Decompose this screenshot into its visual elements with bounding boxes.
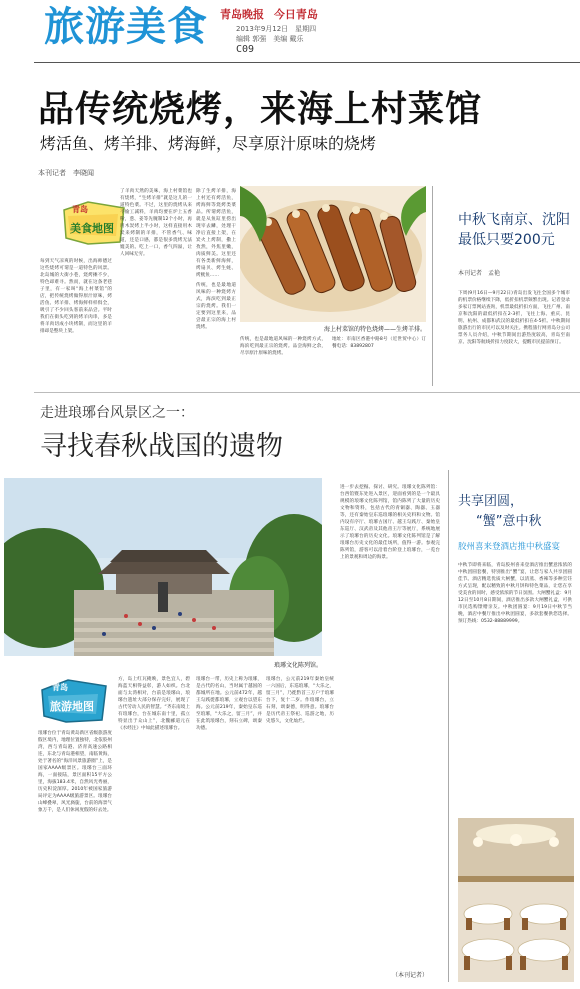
travel-map-badge-top: 青岛	[52, 683, 68, 692]
langya-museum-image	[4, 478, 322, 656]
mid-kicker: 走进琅琊台风景区之一：	[40, 405, 194, 421]
column-divider	[432, 186, 433, 386]
temple-photo-caption: 琅琊文化陈列馆。	[273, 662, 322, 669]
grilled-lamb-ribs-image	[240, 186, 426, 322]
side1-byline: 本刊记者 孟艳	[458, 270, 501, 277]
issue-meta	[236, 24, 316, 44]
side2-headline	[458, 492, 541, 532]
page-number: C09	[236, 44, 255, 55]
lead-col-3b: 传统，也是最地道风味的一种烧烤方式，海滨吃到最正宗的烧烤。我们一定要到这里来，品尝最正宗的海上村烧烤。	[196, 283, 236, 330]
newspaper-brand	[220, 6, 318, 22]
section-divider	[34, 392, 580, 393]
side1-headline	[458, 210, 570, 250]
column-divider-2	[448, 470, 449, 982]
mid-col-2: 方，岛上红瓦掩映，景色宜人，碧海蓝天相得益彰，游人如织。台北面与太湾相对，台前是琅琊山，琅琊台遗址大部分保存完好，展现了古代劳动人民的智慧。“齐东南境上有琅琊台，台在城东南十里，孤立特显出于众山上”，北魏郦道元在《水经注》中如此描述琅琊台。	[118, 677, 190, 731]
food-map-badge-bottom: 美食地图	[70, 222, 114, 235]
lead-col-3: 除了生烤羊排，海上村还有烤活鱼，烤海鲜等烧烤类菜品。所谓烤活鱼，就是从鱼缸里捞出现宰去鳞，处理干净后直接上架，在炭火上烤制，撒上孜然，外焦里嫩，肉质鲜美。这里还有各类新鲜海鲜，烤扇贝、烤生蚝、烤鱿鱼……	[196, 189, 236, 278]
restaurant-photo	[458, 818, 574, 982]
side1-headline-line1: 中秋飞南京、沈阳	[458, 212, 570, 228]
issue-date: 2013年9月12日 星期四	[236, 25, 317, 33]
temple-photo	[4, 478, 322, 656]
food-photo-caption: 海上村菜馆的特色烧烤——生烤羊排。	[323, 326, 426, 333]
mid-col-4: 琅琊台，公元前219年秦始皇统一六国后，东巡琅琊，“大乐之，留三月”，乃徙黔首三万户于琅琊台下，复十二岁。作琅琊台，立石刻，颂秦德，明得意。琅琊台是历代帝王祭祀、巡游之地，历史悠久，文化灿烂。	[266, 677, 334, 724]
section-title: 旅游美食	[44, 4, 208, 50]
side1-headline-line2: 最低只要200元	[458, 232, 555, 248]
side1-body: 下周(9月16日—9月22日)青岛出发飞往全国多个城市的机票价格继续下降，低折扣机票频繁出现。记者登录多家订票网站查询，机票最低折扣方面，飞往广州、南京和沈阳的最低折扣在2-3折，飞往上海、重庆、昆明、杭州、成都和武汉的最低折扣在4-5折。中秋期间旅游出行的市民可以及时关注。携程旅行网青岛分公司票务人员介绍，中秋节期间出游热度较高，青岛至南京、沈阳等航线折扣力度较大，提醒市民提前预订。	[458, 291, 570, 345]
food-map-badge-top: 青岛	[72, 205, 88, 214]
side2-subhead: 胶州喜来登酒店推中秋盛宴	[458, 542, 561, 552]
lead-subhead: 烤活鱼、烤羊排、烤海鲜，尽享原汁原味的烧烤	[40, 134, 377, 153]
lead-headline: 品传统烧烤，来海上村菜馆	[38, 88, 483, 130]
side2-headline-line1: 共享团圆，	[458, 494, 524, 509]
brand-sub: 今日青岛	[273, 8, 318, 21]
mid-col-3: 琅琊台一带，历史上称为琅琊，是古代的名山，当时属于越国的都城所在地。公元前472年，越王勾践徙都琅琊，立观台以望东海。公元前219年，秦始皇东巡至琅琊，“大乐之，留三月”，并在此筑琅琊台，刻石立碑，颂秦功德。	[196, 677, 262, 731]
lead-col-2: 了羊肉天然的美味，海上村菜馆也有烧烤，“生烤羊排”就是这儿的一道特色菜。不过，这里的烧烤从来不偷工减料，羊肉均要在炉上五香粉，葱、姜等先腌制12个小时，再用木炭烤上半小时，这样直接用木炭来烤制的羊排，不管香气、味道，还是口感，都是很多烧烤无法媲美的。吃上一口，香气四溢，让人回味无穷。	[120, 189, 192, 257]
side2-headline-line2: “蟹”意中秋	[476, 514, 542, 529]
side2-body: 中秋节即将来临，青岛胶州喜来登酒店推出蟹意浓浓的中秋团圆套餐，特别推出“蟹”宴，让您与家人共享团圆佳节。酒店精选优质大闸蟹，以清蒸、香辣等多种烹饪方式呈现，配以精致的中秋月饼和特色菜品，让您在享受美食的同时，感受浓浓的节日氛围。大闸蟹礼盒：9月12日至10月8日期间，酒店推出多款大闸蟹礼盒，可供市民选购馈赠亲友。中秋团圆宴：9月19日中秋节当晚，酒店中餐厅推出中秋团圆宴，多款套餐供您选择。预订热线：0532-88889999。	[458, 563, 572, 624]
brand-name: 青岛晚报	[220, 8, 264, 21]
issue-editors: 编辑 郭强 美编 戴乐	[236, 35, 304, 43]
banquet-hall-image	[458, 818, 574, 982]
mid-signoff: （本刊记者）	[392, 972, 429, 979]
lead-byline: 本刊记者 李晓闻	[38, 169, 94, 177]
masthead-divider	[34, 62, 580, 63]
food-photo	[240, 186, 426, 322]
mid-col-1: 琅琊台位于青岛黄岛新区省级旅游度假区境内，地理位置独特，北依胶州湾，西与青岛港、济青高速公路相连，东北与青岛港相望，南临黄海，处于著名的“海洋风景旅游圈”上，是国家AAAA级景区。琅琊台三面环海，一面接陆，景区面积15平方公里，海拔183.4米，自然风光秀丽，历史积淀深厚。2010年被国家旅游局评定为AAAA级旅游景区。琅琊台山峰叠翠，风光旖旎，台前的海景气象万千，是人们休闲度假的好去处。	[38, 731, 112, 813]
mid-right-col: 进一步去挖掘、探讨、研究。琅琊文化陈列馆：台西馆暨东处进入景区，迎面看到的是一个最具规模的琅琊文化陈列馆，馆内陈列了大量的历史文物和资料，包括古代的青铜器、陶器、玉器等，还有秦始皇东巡琅琊的相关史料和文物。馆内设有序厅、琅琊古国厅、越王勾践厅、秦始皇东巡厅、汉武帝及其他帝王厅等展厅，系统地展示了琅琊台的历史文化。琅琊文化陈列馆是了解琅琊台历史文化的最佳场所，值得一游。参观完陈列馆，游客可以沿着台阶登上琅琊台，一览台上的景观和周边的海景。	[340, 485, 440, 560]
travel-map-badge-bottom: 旅游地图	[50, 700, 94, 713]
lead-tail-left: 传统，也是最地道风味的一种烧烤方式，海滨吃到最正宗的烧烤。品尝海鲜之余，尽享原汁原味的烧烤。	[240, 337, 326, 356]
mid-headline: 寻找春秋战国的遗物	[40, 431, 283, 462]
lead-tail-right: 地址：市南区香港中路8号（近世贸中心）订餐电话：83892807	[332, 337, 426, 349]
lead-col-1: 每到天气凉爽的时候，出海师德过这些烧烤可谓是一道特色的风景。北岛城的大街小巷，烧烤摊不少，特色却难寻。然而，就在这条老巷子里，有一家叫“海上村菜馆”的店，把传统烧烤做得原汁原味，烤活鱼、烤羊排、烤海鲜样样俱全，吸引了不少回头客前来品尝。平时我们在街头吃到的烤羊肉串，多是将羊肉切成小块烤制，而这里的羊排却是整块上架。	[40, 259, 112, 334]
travel-map-badge	[38, 676, 110, 726]
